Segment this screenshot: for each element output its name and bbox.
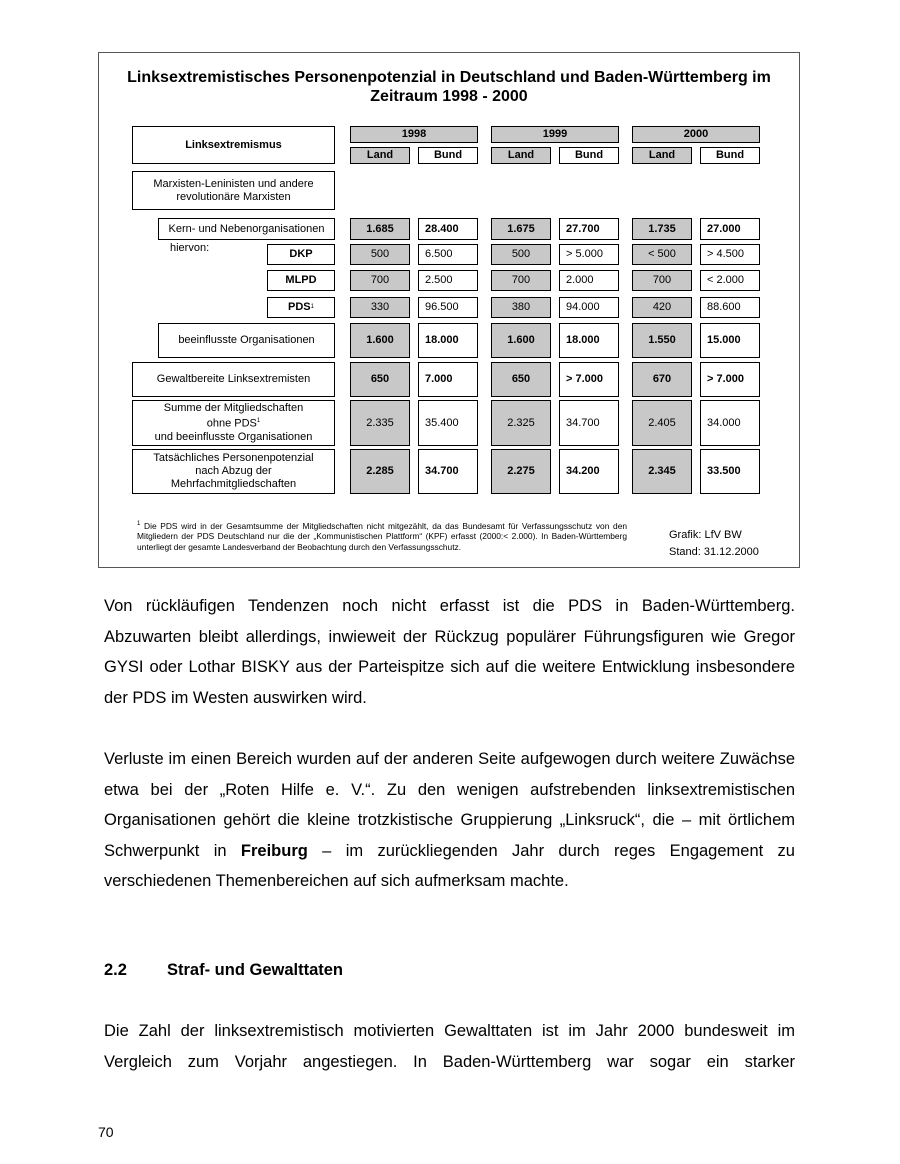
value-cell: 2.285 <box>350 449 410 494</box>
value-cell: 7.000 <box>418 362 478 397</box>
value-cell: 1.685 <box>350 218 410 240</box>
sub-header-land: Land <box>350 147 410 164</box>
row-label-text: PDS <box>288 301 311 313</box>
sub-header-land: Land <box>491 147 551 164</box>
footnote-ref: 1 <box>310 304 314 310</box>
value-cell: < 2.000 <box>700 270 760 291</box>
value-cell: 2.335 <box>350 400 410 446</box>
value-cell: 500 <box>491 244 551 265</box>
credit-date: Stand: 31.12.2000 <box>669 546 759 558</box>
value-cell: 700 <box>491 270 551 291</box>
value-cell: 2.000 <box>559 270 619 291</box>
value-cell: 27.000 <box>700 218 760 240</box>
year-header: 1999 <box>491 126 619 143</box>
heading-title: Straf- und Gewalttaten <box>167 961 344 979</box>
value-cell: 34.200 <box>559 449 619 494</box>
value-cell: 650 <box>350 362 410 397</box>
value-cell: 2.405 <box>632 400 692 446</box>
paragraph-3: Die Zahl der linksextremistisch motivierten Gewalttaten ist im Jahr 2000 bundesweit im Vergleich zum Vorjahr angestiegen. In Baden-Württemberg war sogar ein starker <box>104 1022 795 1071</box>
sub-header-bund: Bund <box>559 147 619 164</box>
value-cell: 15.000 <box>700 323 760 358</box>
value-cell: 27.700 <box>559 218 619 240</box>
paragraph-1: Von rückläufigen Tendenzen noch nicht erfasst ist die PDS in Baden-Württemberg. Abzuwarten bleibt allerdings, inwieweit der Rückzug populärer Führungsfiguren wie Gregor GYSI oder Lothar BISKY aus der Parteispitze sich auf die weitere Entwicklung insbesondere der PDS im Westen auswirken wird. <box>104 597 795 707</box>
value-cell: 2.325 <box>491 400 551 446</box>
value-cell: 34.700 <box>559 400 619 446</box>
value-cell: 670 <box>632 362 692 397</box>
page-number: 70 <box>98 1124 114 1140</box>
label-line: und beeinflusste Organisationen <box>154 430 313 443</box>
label-line: Summe der Mitgliedschaften <box>163 402 304 415</box>
footnote <box>137 519 627 552</box>
footnote-text: Die PDS wird in der Gesamtsumme der Mitgliedschaften nicht mitgezählt, da das Bundesamt für Verfassungsschutz von den Mitgliedern der PDS Deutschland nur die der „Kommunistischen Plattform“ (KPF) erfasst (2000:< 2.000). In Baden-Württemberg unterliegt der gesamte Landesverband der Beobachtung durch den Verfassungsschutz. <box>137 520 628 552</box>
value-cell: > 4.500 <box>700 244 760 265</box>
value-cell: 18.000 <box>418 323 478 358</box>
row-label: Gewaltbereite Linksextremisten <box>132 362 335 397</box>
row-label-pds <box>267 297 335 318</box>
value-cell: 94.000 <box>559 297 619 318</box>
value-cell: 6.500 <box>418 244 478 265</box>
figure-table <box>98 52 800 568</box>
sub-header-bund: Bund <box>418 147 478 164</box>
value-cell: 18.000 <box>559 323 619 358</box>
header-label: Linksextremismus <box>132 126 335 164</box>
value-cell: 1.600 <box>491 323 551 358</box>
value-cell: < 500 <box>632 244 692 265</box>
value-cell: 34.700 <box>418 449 478 494</box>
figure-title: Linksextremistisches Personenpotenzial in Deutschland und Baden-Württemberg im Zeitraum 1998 - 2000 <box>127 69 771 105</box>
value-cell: > 5.000 <box>559 244 619 265</box>
value-cell: 2.500 <box>418 270 478 291</box>
year-header: 2000 <box>632 126 760 143</box>
hiervon-label: hiervon: <box>170 242 210 254</box>
label-line: Mehrfachmitgliedschaften <box>170 478 297 490</box>
value-cell: 96.500 <box>418 297 478 318</box>
value-cell: 330 <box>350 297 410 318</box>
sub-header-land: Land <box>632 147 692 164</box>
value-cell: 1.675 <box>491 218 551 240</box>
paragraph-2-text: Verluste im einen Bereich wurden auf der anderen Seite aufgewogen durch weitere Zuwächse etwa bei der „Roten Hilfe e. V.“. Zu den wenigen aufstrebenden linksextremistischen Organisationen gehört die kleine trotzkistische Gruppierung „Linksruck“, die – mit örtlichem Schwerpunkt in <box>104 750 795 860</box>
value-cell: 650 <box>491 362 551 397</box>
paragraph-2-text-end: – im zurückliegenden Jahr durch reges Engagement zu verschiedenen Themenbereichen auf sich aufmerksam machte. <box>104 841 795 890</box>
value-cell: 1.600 <box>350 323 410 358</box>
section-heading <box>104 961 343 980</box>
value-cell: 88.600 <box>700 297 760 318</box>
row-label: MLPD <box>267 270 335 291</box>
value-cell: 34.000 <box>700 400 760 446</box>
group-label: Marxisten-Leninisten und andere revolutionäre Marxisten <box>132 171 335 210</box>
row-label: Kern- und Nebenorganisationen <box>158 218 335 240</box>
label-line: Tatsächliches Personenpotenzial <box>153 452 314 464</box>
value-cell: 2.275 <box>491 449 551 494</box>
value-cell: 380 <box>491 297 551 318</box>
value-cell: 1.550 <box>632 323 692 358</box>
label-line <box>207 415 261 431</box>
label-line-text: ohne PDS <box>206 417 257 430</box>
sub-header-bund: Bund <box>700 147 760 164</box>
paragraph-2 <box>104 744 795 897</box>
footnote-mark: 1 <box>137 521 141 527</box>
label-line: nach Abzug der <box>195 465 272 477</box>
value-cell: 500 <box>350 244 410 265</box>
value-cell: 700 <box>632 270 692 291</box>
value-cell: 1.735 <box>632 218 692 240</box>
figure-credit <box>669 527 759 561</box>
value-cell: 700 <box>350 270 410 291</box>
row-label: beeinflusste Organisationen <box>158 323 335 358</box>
row-label-multiline <box>132 400 335 446</box>
value-cell: 33.500 <box>700 449 760 494</box>
value-cell: > 7.000 <box>700 362 760 397</box>
credit-source: Grafik: LfV BW <box>669 529 742 541</box>
value-cell: 2.345 <box>632 449 692 494</box>
footnote-ref: 1 <box>256 418 261 425</box>
value-cell: 35.400 <box>418 400 478 446</box>
value-cell: > 7.000 <box>559 362 619 397</box>
value-cell: 420 <box>632 297 692 318</box>
value-cell: 28.400 <box>418 218 478 240</box>
year-header: 1998 <box>350 126 478 143</box>
heading-number: 2.2 <box>104 961 127 979</box>
row-label: DKP <box>267 244 335 265</box>
row-label-multiline <box>132 449 335 494</box>
paragraph-2-bold: Freiburg <box>240 841 308 860</box>
